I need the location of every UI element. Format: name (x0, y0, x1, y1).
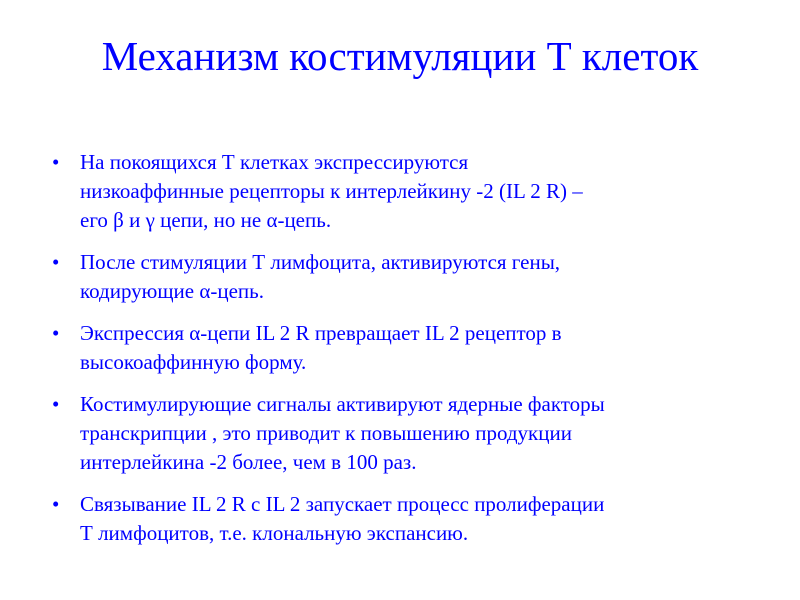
bullet-icon: • (52, 392, 60, 416)
bullet-item (0, 248, 760, 306)
bullet-text-line: Экспрессия α-цепи IL 2 R превращает IL 2 рецептор в (80, 321, 562, 345)
bullet-text-line: кодирующие α-цепь. (80, 279, 264, 303)
bullet-text-line: низкоаффинные рецепторы к интерлейкину -2 (IL 2 R) – (80, 179, 583, 203)
bullet-item (0, 148, 760, 235)
bullet-text-line: его β и γ цепи, но не α-цепь. (80, 208, 332, 232)
bullet-icon: • (52, 321, 60, 345)
bullet-text-line: Т лимфоцитов, т.е. клональную экспансию. (80, 521, 469, 545)
bullet-text-line: Связывание IL 2 R с IL 2 запускает процесс пролиферации (80, 492, 605, 516)
bullet-list (0, 148, 800, 561)
bullet-text-line: На покоящихся Т клетках экспрессируются (80, 150, 469, 174)
bullet-item (0, 390, 760, 477)
bullet-text-line: высокоаффинную форму. (80, 350, 307, 374)
bullet-item (0, 319, 760, 377)
bullet-icon: • (52, 150, 60, 174)
bullet-icon: • (52, 250, 60, 274)
bullet-text-line: транскрипции , это приводит к повышению продукции (80, 421, 572, 445)
slide-title: Механизм костимуляции Т клеток (101, 33, 699, 79)
bullet-text-line: интерлейкина -2 более, чем в 100 раз. (80, 450, 417, 474)
bullet-text-line: Костимулирующие сигналы активируют ядерные факторы (80, 392, 605, 416)
bullet-text-line: После стимуляции Т лимфоцита, активируются гены, (80, 250, 561, 274)
bullet-icon: • (52, 492, 60, 516)
bullet-item (0, 490, 760, 548)
